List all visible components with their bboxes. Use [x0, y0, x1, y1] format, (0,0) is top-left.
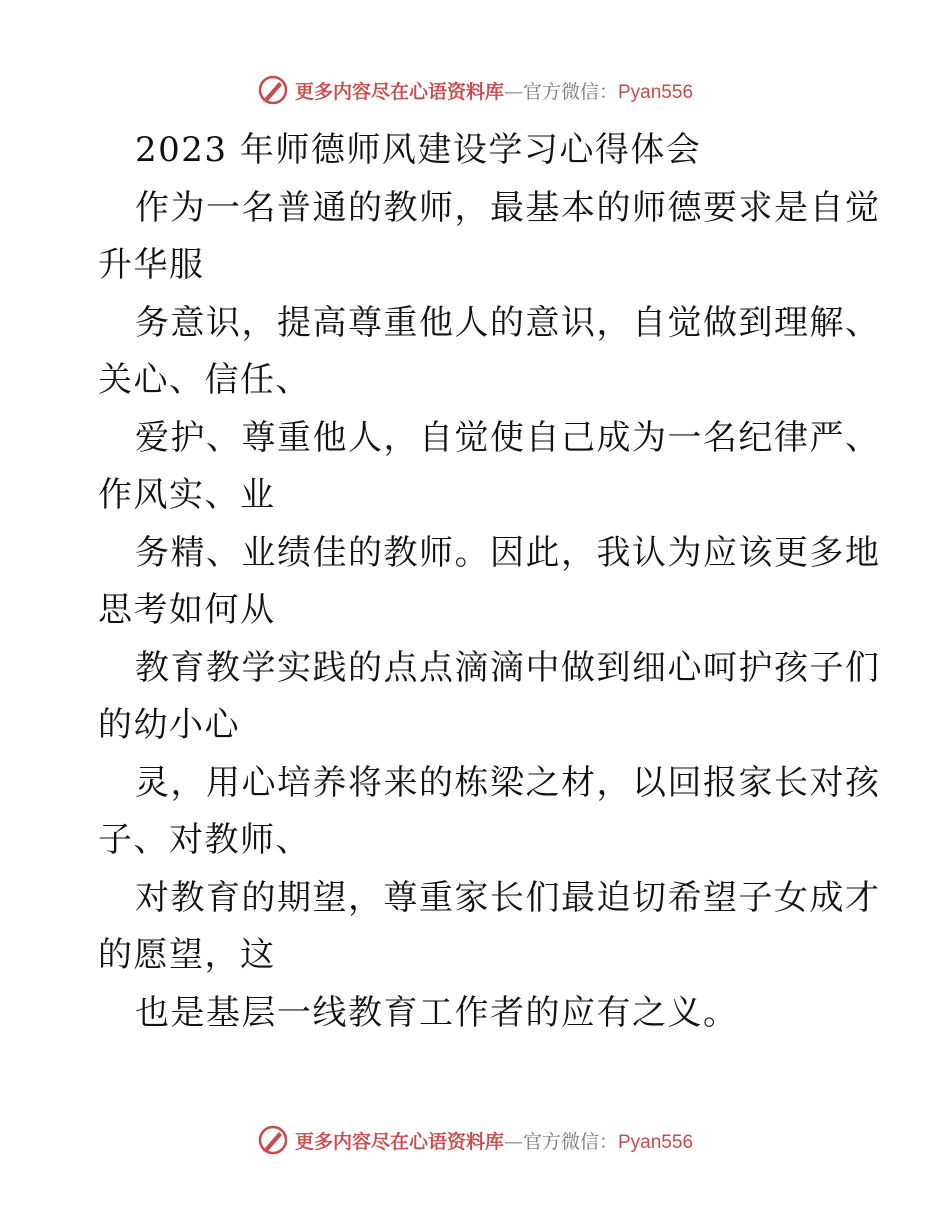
- watermark-wechat-label: 官方微信：: [522, 1130, 618, 1153]
- paragraph-line: 思考如何从: [98, 590, 276, 630]
- paragraph-line: 对教育的期望，尊重家长们最迫切希望子女成才: [135, 877, 881, 918]
- watermark-slogan: 更多内容尽在心语资料库: [294, 80, 504, 103]
- paragraph-line: 子、对教师、: [98, 820, 311, 860]
- watermark-wechat-label: 官方微信：: [522, 80, 618, 103]
- footer-watermark: [0, 1120, 950, 1160]
- paragraph-line: 灵，用心培养将来的栋梁之材，以回报家长对孩: [135, 762, 881, 803]
- paragraph-line: 爱护、尊重他人，自觉使自己成为一名纪律严、: [135, 417, 881, 458]
- paragraph-line: 关心、信任、: [98, 360, 311, 400]
- paragraph-line: 作风实、业: [98, 475, 276, 515]
- header-watermark: [0, 70, 950, 110]
- paragraph-line: 的幼小心: [98, 705, 240, 745]
- paragraph-line: 作为一名普通的教师，最基本的师德要求是自觉: [135, 187, 881, 228]
- watermark-text: [295, 1127, 693, 1154]
- pen-logo-icon: [257, 74, 289, 106]
- paragraph-line: 也是基层一线教育工作者的应有之义。: [135, 992, 739, 1033]
- paragraph-line: 升华服: [98, 245, 205, 285]
- paragraph-line: 教育教学实践的点点滴滴中做到细心呵护孩子们: [135, 647, 881, 688]
- watermark-dash: —: [503, 1130, 523, 1153]
- pen-logo-icon: [257, 1124, 289, 1156]
- watermark-slogan: 更多内容尽在心语资料库: [294, 1130, 504, 1153]
- paragraph-line: 的愿望，这: [98, 935, 276, 975]
- document-title: 2023 年师德师风建设学习心得体会: [135, 130, 702, 170]
- paragraph-line: 务意识，提高尊重他人的意识，自觉做到理解、: [135, 302, 881, 343]
- paragraph-line: 务精、业绩佳的教师。因此，我认为应该更多地: [135, 532, 881, 573]
- watermark-wechat-id: Pyan556: [618, 1131, 694, 1153]
- document-body: [98, 122, 881, 1042]
- watermark-text: [295, 77, 693, 104]
- watermark-dash: —: [503, 80, 523, 103]
- watermark-wechat-id: Pyan556: [618, 81, 694, 103]
